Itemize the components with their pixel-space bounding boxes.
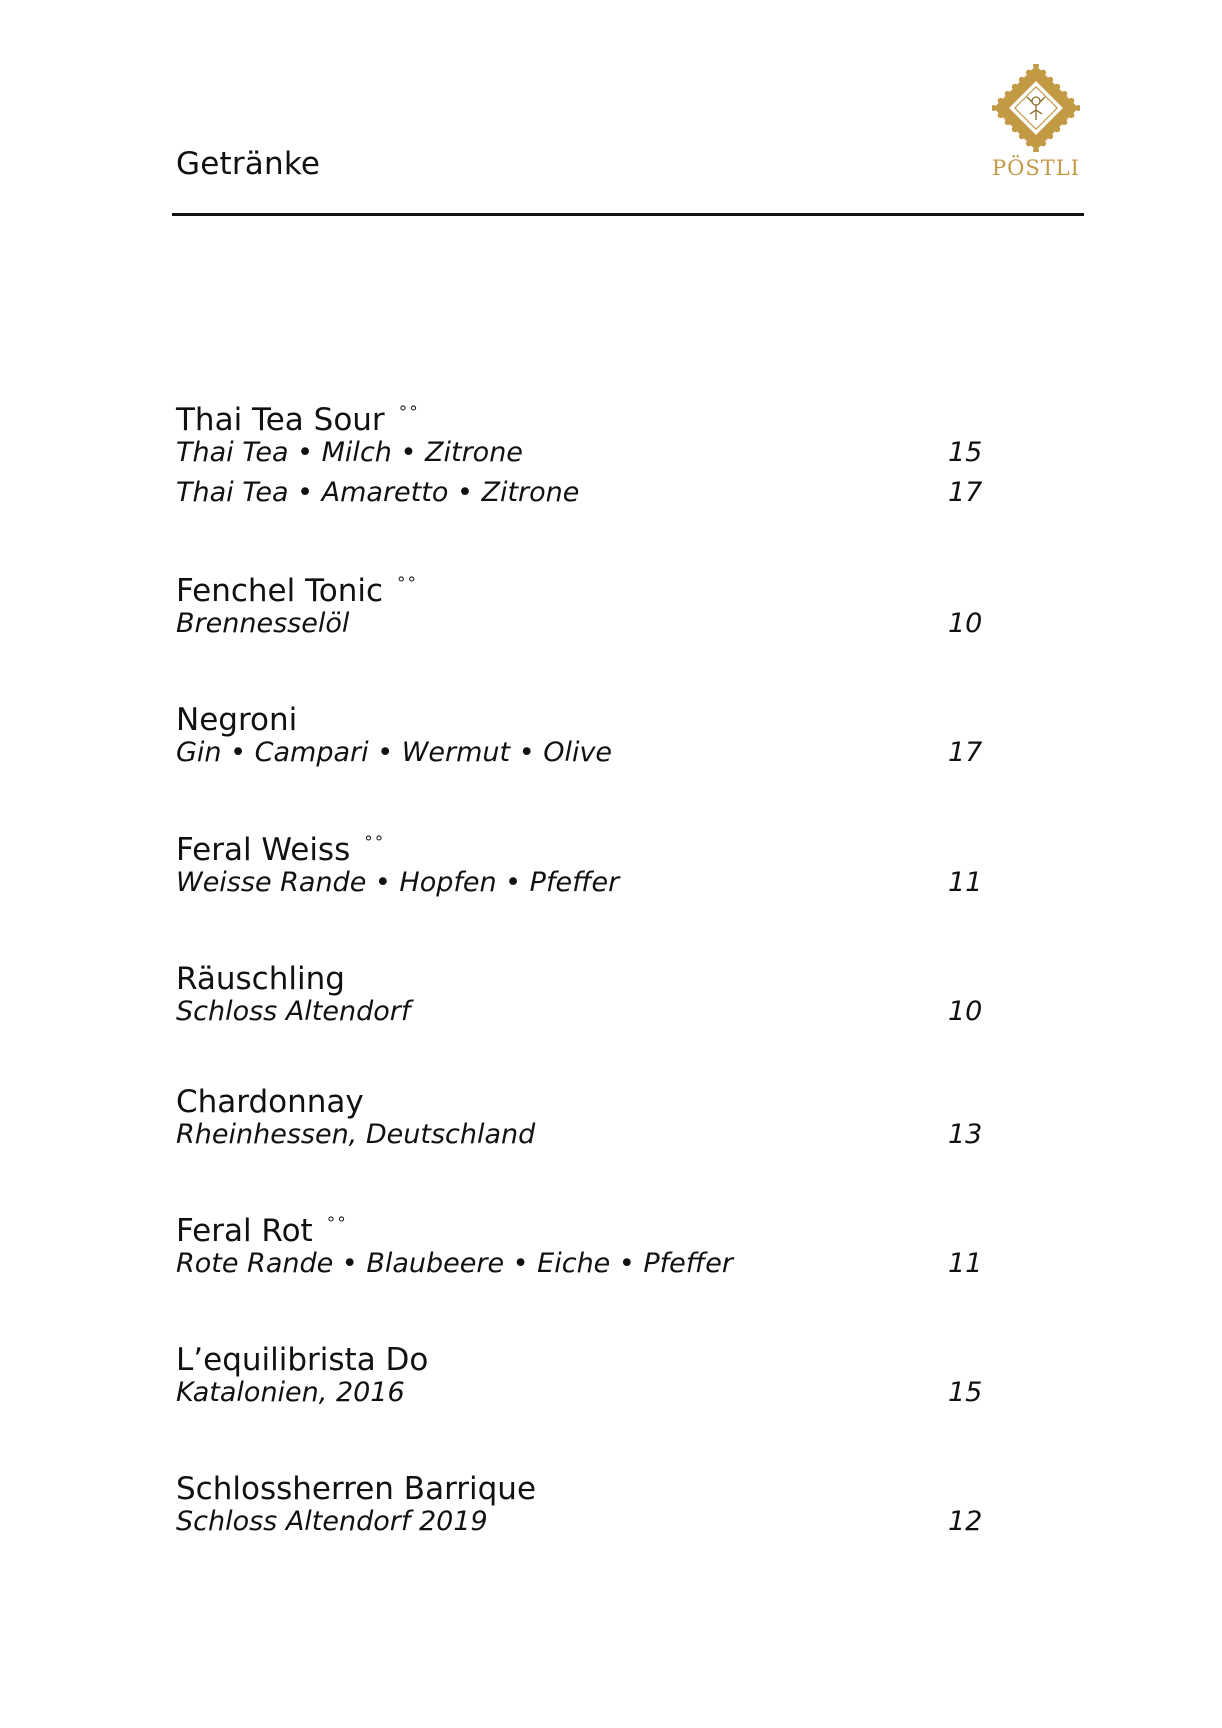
item-price: 11 bbox=[948, 867, 983, 898]
item-line bbox=[176, 1244, 996, 1284]
item-line bbox=[176, 992, 996, 1032]
menu-item bbox=[176, 393, 996, 513]
menu-item bbox=[176, 1333, 996, 1413]
item-price: 13 bbox=[948, 1119, 983, 1150]
item-name: Feral Weiss bbox=[176, 832, 351, 868]
item-title bbox=[176, 1075, 996, 1120]
item-name: Negroni bbox=[176, 702, 298, 738]
item-line bbox=[176, 863, 996, 903]
item-price: 17 bbox=[948, 737, 983, 768]
item-price: 12 bbox=[948, 1506, 983, 1537]
item-line bbox=[176, 1115, 996, 1155]
menu-item bbox=[176, 564, 996, 644]
item-title bbox=[176, 823, 996, 868]
item-line bbox=[176, 1502, 996, 1542]
item-marker: °° bbox=[397, 574, 419, 594]
item-description: Thai Tea • Milch • Zitrone bbox=[176, 437, 523, 468]
item-marker: °° bbox=[398, 403, 420, 423]
item-description: Weisse Rande • Hopfen • Pfeffer bbox=[176, 867, 620, 898]
header-divider bbox=[172, 213, 1084, 216]
item-price: 10 bbox=[948, 608, 983, 639]
item-line bbox=[176, 433, 996, 473]
menu-item bbox=[176, 1462, 996, 1542]
menu-item bbox=[176, 1204, 996, 1284]
item-price: 10 bbox=[948, 996, 983, 1027]
item-title bbox=[176, 1333, 996, 1378]
item-price: 11 bbox=[948, 1248, 983, 1279]
item-title bbox=[176, 564, 996, 609]
menu-item bbox=[176, 693, 996, 773]
item-description: Katalonien, 2016 bbox=[176, 1377, 405, 1408]
item-price: 15 bbox=[948, 437, 983, 468]
item-line bbox=[176, 1373, 996, 1413]
item-description: Schloss Altendorf bbox=[176, 996, 411, 1027]
menu-item bbox=[176, 823, 996, 903]
item-name: Thai Tea Sour bbox=[176, 402, 385, 438]
item-price: 15 bbox=[948, 1377, 983, 1408]
item-title bbox=[176, 1462, 996, 1507]
item-description: Brennesselöl bbox=[176, 608, 350, 639]
item-line bbox=[176, 604, 996, 644]
item-name: Schlossherren Barrique bbox=[176, 1471, 537, 1507]
item-description: Rheinhessen, Deutschland bbox=[176, 1119, 536, 1150]
restaurant-logo bbox=[988, 64, 1084, 184]
item-line bbox=[176, 733, 996, 773]
stamp-emblem-icon bbox=[992, 64, 1080, 152]
item-marker: °° bbox=[364, 833, 386, 853]
item-line bbox=[176, 473, 996, 513]
item-title bbox=[176, 393, 996, 438]
item-marker: °° bbox=[326, 1214, 348, 1234]
item-title bbox=[176, 1204, 996, 1249]
item-description: Gin • Campari • Wermut • Olive bbox=[176, 737, 613, 768]
item-description: Rote Rande • Blaubeere • Eiche • Pfeffer bbox=[176, 1248, 733, 1279]
item-name: Fenchel Tonic bbox=[176, 573, 384, 609]
menu-item bbox=[176, 1075, 996, 1155]
item-title bbox=[176, 952, 996, 997]
item-name: L’equilibrista Do bbox=[176, 1342, 429, 1378]
item-title bbox=[176, 693, 996, 738]
item-name: Feral Rot bbox=[176, 1213, 313, 1249]
page-title: Getränke bbox=[176, 146, 321, 182]
logo-wordmark: PÖSTLI bbox=[992, 156, 1080, 180]
item-description: Thai Tea • Amaretto • Zitrone bbox=[176, 477, 580, 508]
item-price: 17 bbox=[948, 477, 983, 508]
item-name: Räuschling bbox=[176, 961, 345, 997]
menu-item bbox=[176, 952, 996, 1032]
item-name: Chardonnay bbox=[176, 1084, 364, 1120]
item-description: Schloss Altendorf 2019 bbox=[176, 1506, 488, 1537]
